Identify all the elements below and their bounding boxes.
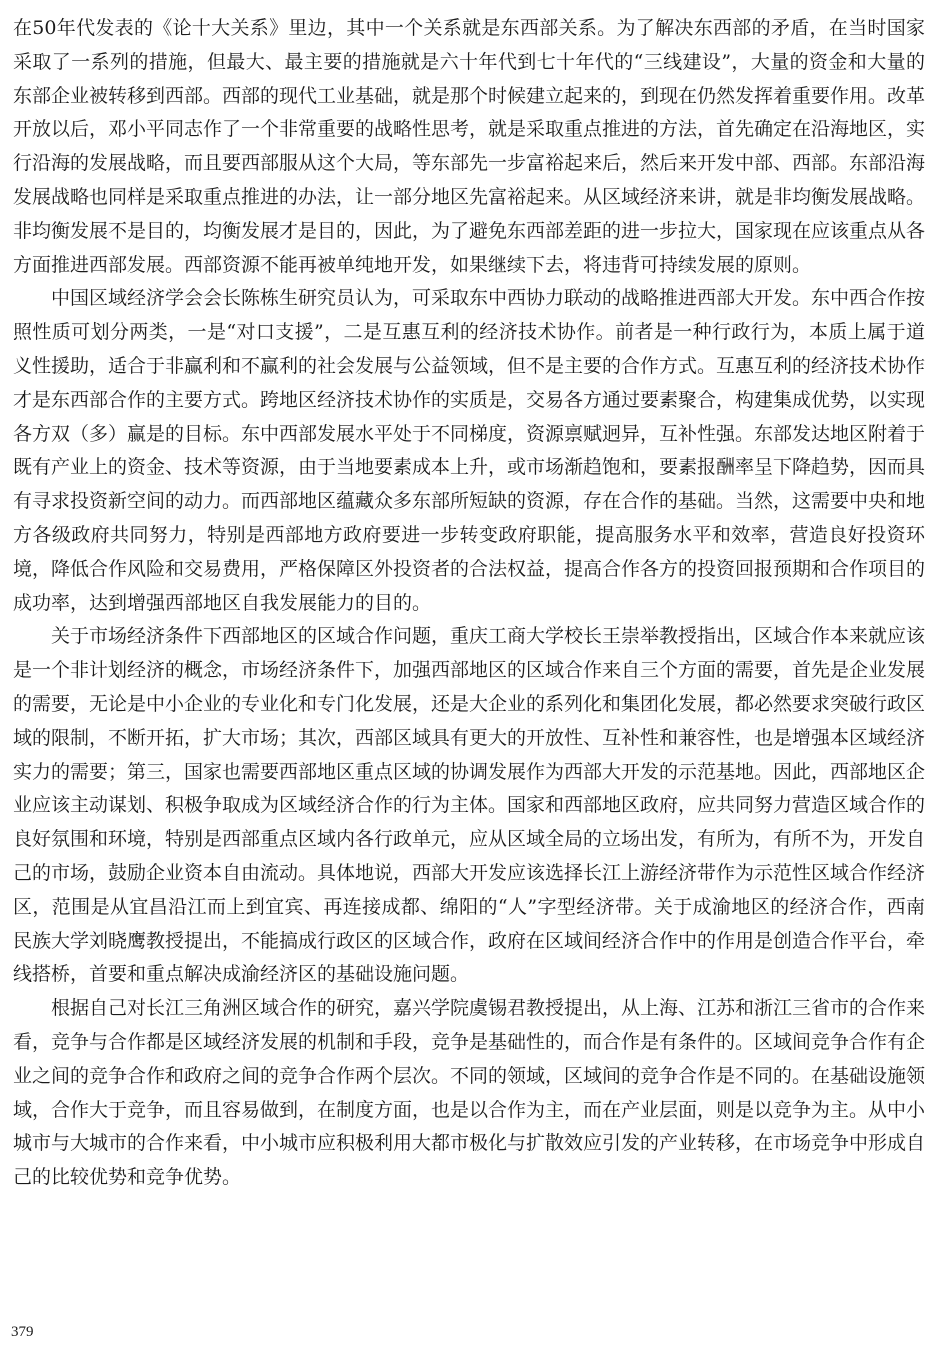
paragraph-1: 在50年代发表的《论十大关系》里边，其中一个关系就是东西部关系。为了解决东西部的矛盾，在当时国家采取了一系列的措施，但最大、最主要的措施就是六十年代到七十年代的“三线建设”，大量的资金和大量的东部企业被转移到西部。西部的现代工业基础，就是那个时候建立起来的，到现在仍然发挥着重要作用。改革开放以后，邓小平同志作了一个非常重要的战略性思考，就是采取重点推进的方法，首先确定在沿海地区，实行沿海的发展战略，而且要西部服从这个大局，等东部先一步富裕起来后，然后来开发中部、西部。东部沿海发展战略也同样是采取重点推进的办法，让一部分地区先富裕起来。从区域经济来讲，就是非均衡发展战略。非均衡发展不是目的，均衡发展才是目的，因此，为了避免东西部差距的进一步拉大，国家现在应该重点从各方面推进西部发展。西部资源不能再被单纯地开发，如果继续下去，将违背可持续发展的原则。: [13, 17, 926, 276]
paragraph-4: 根据自己对长江三角洲区域合作的研究，嘉兴学院虞锡君教授提出，从上海、江苏和浙江三省市的合作来看，竞争与合作都是区域经济发展的机制和手段，竞争是基础性的，而合作是有条件的。区域间竞争合作有企业之间的竞争合作和政府之间的竞争合作两个层次。不同的领域，区域间的竞争合作是不同的。在基础设施领域，合作大于竞争，而且容易做到，在制度方面，也是以合作为主，而在产业层面，则是以竞争为主。从中小城市与大城市的合作来看，中小城市应积极利用大都市极化与扩散效应引发的产业转移，在市场竞争中形成自己的比较优势和竞争优势。: [13, 997, 926, 1189]
paragraph-2: 中国区域经济学会会长陈栋生研究员认为，可采取东中西协力联动的战略推进西部大开发。东中西合作按照性质可划分两类，一是“对口支援”，二是互惠互利的经济技术协作。前者是一种行政行为，本质上属于道义性援助，适合于非赢利和不赢利的社会发展与公益领域，但不是主要的合作方式。互惠互利的经济技术协作才是东西部合作的主要方式。跨地区经济技术协作的实质是，交易各方通过要素聚合，构建集成优势，以实现各方双（多）赢是的目标。东中西部发展水平处于不同梯度，资源禀赋迥异，互补性强。东部发达地区附着于既有产业上的资金、技术等资源，由于当地要素成本上升，或市场渐趋饱和，要素报酬率呈下降趋势，因而具有寻求投资新空间的动力。而西部地区蕴藏众多东部所短缺的资源，存在合作的基础。当然，这需要中央和地方各级政府共同努力，特别是西部地方政府要进一步转变政府职能，提高服务水平和效率，营造良好投资环境，降低合作风险和交易费用，严格保障区外投资者的合法权益，提高合作各方的投资回报预期和合作项目的成功率，达到增强西部地区自我发展能力的目的。: [13, 287, 926, 614]
body-text: [13, 12, 925, 1195]
page-number: 379: [11, 1324, 34, 1340]
paragraph-3: 关于市场经济条件下西部地区的区域合作问题，重庆工商大学校长王崇举教授指出，区域合作本来就应该是一个非计划经济的概念，市场经济条件下，加强西部地区的区域合作来自三个方面的需要，首先是企业发展的需要，无论是中小企业的专业化和专门化发展，还是大企业的系列化和集团化发展，都必然要求突破行政区域的限制，不断开拓，扩大市场；其次，西部区域具有更大的开放性、互补性和兼容性，也是增强本区域经济实力的需要；第三，国家也需要西部地区重点区域的协调发展作为西部大开发的示范基地。因此，西部地区企业应该主动谋划、积极争取成为区域经济合作的行为主体。国家和西部地区政府，应共同努力营造区域合作的良好氛围和环境，特别是西部重点区域内各行政单元，应从区域全局的立场出发，有所为，有所不为，开发自己的市场，鼓励企业资本自由流动。具体地说，西部大开发应该选择长江上游经济带作为示范性区域合作经济区，范围是从宜昌沿江而上到宜宾、再连接成都、绵阳的“人”字型经济带。关于成渝地区的经济合作，西南民族大学刘晓鹰教授提出，不能搞成行政区的区域合作，政府在区域间经济合作中的作用是创造合作平台，牵线搭桥，首要和重点解决成渝经济区的基础设施问题。: [13, 625, 926, 986]
